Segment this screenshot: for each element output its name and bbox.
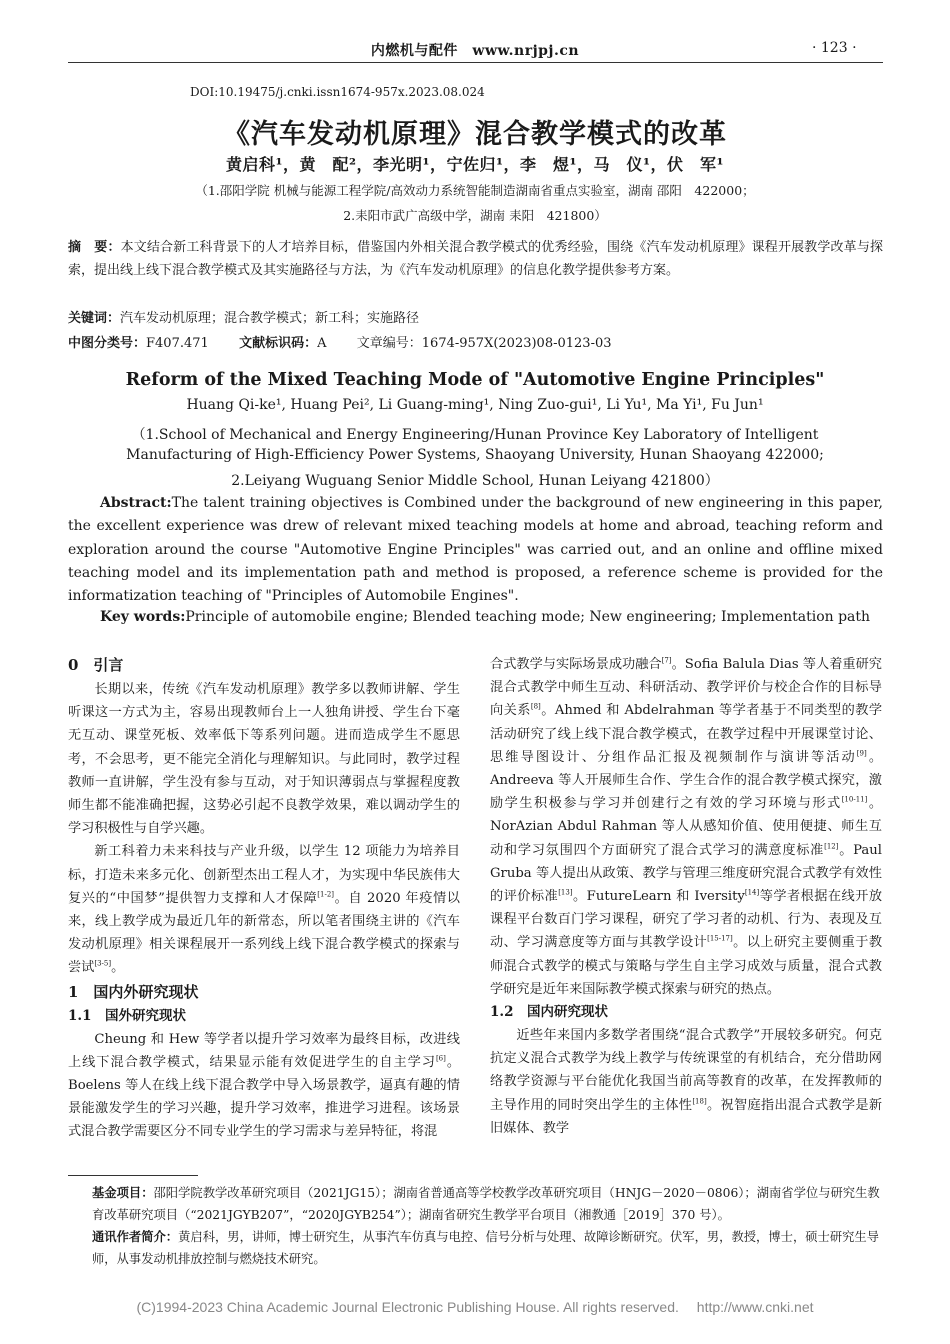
running-header-journal: 内燃机与配件 www.nrjpj.cn [370,43,580,59]
paragraph-3-text-g: 。 [838,842,854,858]
english-keywords-label: Key words: [100,609,186,625]
paragraph-3-text-j-continued: 以上研究主要侧重于教师混合式教学的模式与策略与学生自主学习成效与质量，混合式教学研究是近年来国际教学模式探索与研究的热点。 [490,935,883,997]
subsection-heading-domestic: 1.2 国内研究现状 [490,1004,608,1021]
english-keywords-text: Principle of automobile engine; Blended teaching mode; New engineering; Implementation path [185,609,871,625]
paragraph-2 [68,840,460,979]
article-number-value: 1674-957X(2023)08-0123-03 [421,336,612,351]
doc-code-value: A [317,336,327,351]
paragraph-3-text-c-continued: Sofia Balula Dias 等人着重研究混合式教学中师生互动、科研活动、教学评价与校企合作的目标导向关系 [490,657,882,719]
footnote-rule [68,1175,198,1176]
paragraph-3-text-j: 。 [732,935,747,951]
doi: DOI:10.19475/j.cnki.issn1674-957x.2023.08.024 [190,85,485,99]
paragraph-3-text-e-continued: Andreeva 等人开展师生合作、学生合作的混合教学模式探究，激励学生积极参与学习并创建行之有效的学习环境与形式 [490,773,882,812]
page-number: · 123 · [812,40,857,56]
paragraph-4-text-a: 近些年来国内多数学者围绕“混合式教学”开展较多研究。何克抗定义混合式教学为线上教学与传统课堂的有机结合，充分借助网络教学资源与平台能优化我国当前高等教育的改革，在发挥教师的主导作用的同时突出学生的主体性 [490,1028,882,1113]
citation: [10-11] [841,795,868,804]
paragraph-3-text-g-continued: Paul Gruba 等人提出从政策、教学与管理三维度研究混合式教学有效性的评价标准 [490,842,882,905]
citation: [13] [558,888,573,897]
citation: [1-2] [317,890,335,899]
keywords-zh-text: 汽车发动机原理；混合教学模式；新工科；实施路径 [120,311,420,326]
citation: [15-17] [707,935,733,944]
citation: [7] [661,656,672,665]
doc-code-label: 文献标识码： [239,336,318,351]
citation: [12] [824,842,839,851]
paper-title: 《汽车发动机原理》混合教学模式的改革 [223,119,727,150]
paragraph-1: 长期以来，传统《汽车发动机原理》教学多以教师讲解、学生听课这一方式为主，容易出现教师台上一人独角讲授、学生台下毫无互动、课堂死板、效率低下等系列问题。进而造成学生不愿思考，不会思考，更不能完全消化与理解知识。与此同时，教学过程教师一直讲解，学生没有参与互动，对于知识薄弱点与掌握程度教师生都不能准确把握，这势必引起不良教学效果，难以调动学生的学习积极性与自学兴趣。 [68,682,460,837]
section-heading-research-status: 1 国内外研究现状 [68,982,199,1001]
paragraph-3 [68,1028,460,1144]
header-rule [68,62,883,63]
paragraph-3-text-i: 等 [759,889,774,905]
english-keywords [100,609,890,625]
fund-label: 基金项目： [92,1185,154,1200]
author-note-label: 通讯作者简介： [92,1229,179,1244]
body-column-right [490,653,882,1140]
keywords-zh [68,307,883,330]
paragraph-2-text-c: 。 [111,960,125,976]
paragraph-3-text-c: 。 [671,657,685,672]
body-column-left [68,653,460,1144]
abstract-zh-label: 摘 要： [68,240,121,255]
citation: [9] [856,749,867,758]
author-note-text: 黄启科，男，讲师，博士研究生，从事汽车仿真与电控、信号分析与处理、故障诊断研究。伏军，男，教授，博士，硕士研究生导师，从事发动机排放控制与燃烧技术研究。 [92,1230,880,1266]
citation: [6] [435,1054,446,1063]
citation: [18] [692,1097,707,1106]
paragraph-3-text-b-continued: 合式教学与实际场景成功融合 [490,657,662,672]
paragraph-2-text-a: 新工科着力未来科技与产业升级，以学生 12 项能力为培养目标，打造未来多元化、创新型杰出工程人才，为实现中华民族伟大复兴的“中国梦”提供智力支撑和人才保障 [68,844,460,906]
paragraph-3-text-d: 。 [540,703,555,719]
paragraph-3-text-e: 。 [866,749,883,765]
author-list: 黄启科¹，黄 配²，李光明¹，宁佐归¹，李 煜¹，马 仪¹，伏 军¹ [225,155,725,174]
paragraph-3-text-f: 。 [867,796,883,812]
paragraph-3-text-a: Cheung 和 Hew 等学者以提升学习效率为最终目标，改进线上线下混合教学模式，结果显示能有效促进学生的自主学习 [68,1031,460,1070]
english-title: Reform of the Mixed Teaching Mode of "Automotive Engine Principles" [125,370,825,390]
fund-text: 邵阳学院教学改革研究项目（2021JG15）；湖南省普通高等学校教学改革研究项目（HNJG－2020－0806）；湖南省学位与研究生教育改革研究项目（“2021JGYB207”，“2020JGYB254”）；湖南省研究生教学平台项目（湘教通［2019］370 号）。 [92,1186,880,1222]
abstract-zh [68,236,883,282]
keywords-zh-label: 关键词： [68,311,121,326]
author-note [92,1226,887,1270]
section-heading-introduction: 0 引言 [68,656,124,674]
paragraph-3-text-h: 。 [572,889,587,905]
footnotes [92,1182,887,1270]
paragraph-3-text-f-continued: NorAzian Abdul Rahman 等人从感知价值、使用便捷、师生互动和学习氛围四个方面研究了混合式学习的满意度标准 [490,819,882,858]
english-affiliation-3: 2.Leiyang Wuguang Senior Middle School, Hunan Leiyang 421800） [231,473,719,489]
paragraph-3-text-i-continued: 学者根据在线开放课程平台数百门学习课程，研究了学习者的动机、行为、表现及互动、学习满意度等方面与其教学设计 [490,889,883,951]
abstract-zh-text: 本文结合新工科背景下的人才培养目标，借鉴国内外相关混合教学模式的优秀经验，围绕《汽车发动机原理》课程开展教学改革与探索，提出线上线下混合教学模式及其实施路径与方法，为《汽车发动机原理》的信息化教学提供参考方案。 [68,240,883,278]
paragraph-2-text-b: 。自 2020 年疫情以来，线上教学成为最近几年的新常态，所以笔者围绕主讲的《汽车发动机原理》相关课程展开一系列线上线下混合教学模式的探索与尝试 [68,890,460,976]
paragraph-4-text-b: 。祝智庭指出混合式教学是新旧媒体、教学 [490,1097,883,1136]
copyright-notice: (C)1994-2023 China Academic Journal Electronic Publishing House. All rights reserved. http://www.cnki.net [136,1299,814,1315]
english-authors: Huang Qi-ke¹, Huang Pei², Li Guang-ming¹, Ning Zuo-gui¹, Li Yu¹, Ma Yi¹, Fu Jun¹ [186,397,764,413]
clc-label: 中图分类号： [68,336,147,351]
fund-note [92,1182,887,1226]
citation: [3-5] [94,960,112,969]
english-abstract [68,492,883,608]
paragraph-3-text-h-continued: FutureLearn 和 Iversity [586,889,745,905]
article-number-label: 文章编号： [356,336,422,351]
citation: [8] [530,703,541,712]
affiliation-1: （1.邵阳学院 机械与能源工程学院/高效动力系统智能制造湖南省重点实验室，湖南 邵阳 422000； [195,183,755,198]
citation: [14] [744,888,760,897]
affiliation-2: 2.耒阳市武广高级中学，湖南 耒阳 421800） [343,208,607,223]
english-abstract-text: The talent training objectives is Combined under the background of new engineering in this paper, the excellent experience was drew of relevant mixed teaching models at home and abroad, teaching reform and exploration around the course "Automotive Engine Principles" was carried out, and an online and offline mixed teaching model and its implementation path and method is proposed, a reference scheme is provided for the informatization teaching of "Principles of Automobile Engines". [68,495,883,605]
clc-value: F407.471 [146,336,209,351]
subsection-heading-foreign: 1.1 国外研究现状 [68,1007,186,1024]
english-abstract-label: Abstract: [100,495,172,511]
paragraph-3-continued [490,653,882,1001]
paragraph-4 [490,1024,882,1140]
paragraph-3-text-b: 。Boelens 等人在线上线下混合教学中导入场景教学，逼真有趣的情景能激发学生的学习兴趣，提升学习效率，推进学习进程。该场景式混合教学需要区分不同专业学生的学习需求与差异特征，将混 [68,1054,461,1140]
paragraph-3-text-d-continued: Ahmed 和 Abdelrahman 等学者基于不同类型的教学活动研究了线上线下混合教学模式，在教学过程中开展课堂讨论、思维导图设计、分组作品汇报及视频制作与演讲等活动 [490,703,883,765]
english-affiliation-1: （1.School of Mechanical and Energy Engineering/Hunan Province Key Laboratory of Intelligent [131,427,819,443]
classification-line [68,332,883,355]
english-affiliation-2: Manufacturing of High-Efficiency Power Systems, Shaoyang University, Hunan Shaoyang 422000; [126,447,824,463]
